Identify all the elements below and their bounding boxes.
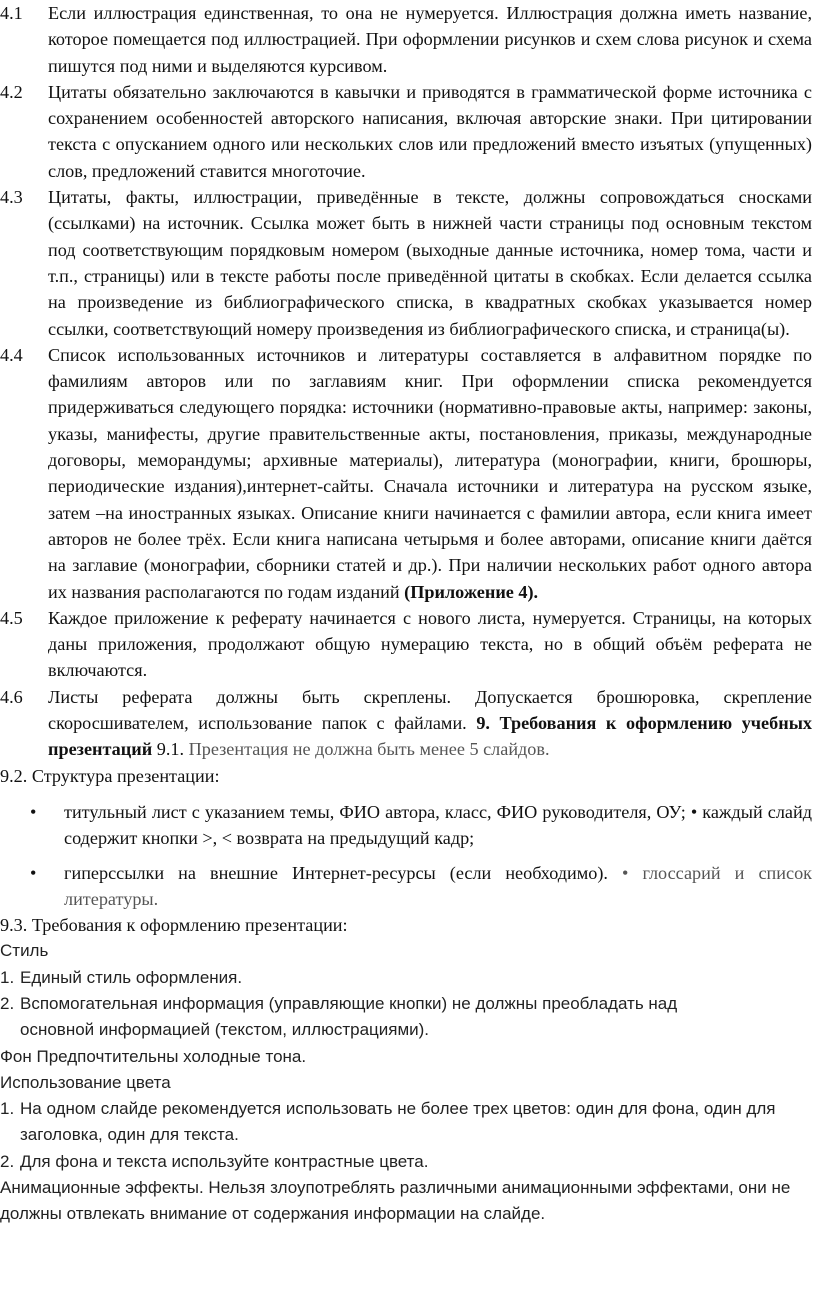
style-list-item xyxy=(0,991,816,1044)
animation-paragraph: Анимационные эффекты. Нельзя злоупотреблять различными анимационными эффектами, они не должны отвлекать внимание от содержания информации на слайде. xyxy=(0,1178,791,1224)
item-text: Каждое приложение к реферату начинается с нового листа, нумеруется. Страницы, на которых даны приложения, продолжают общую нумерацию текста, но в общий объём реферата не включаются. xyxy=(48,607,812,681)
list-text: Для фона и текста используйте контрастные цвета. xyxy=(20,1151,429,1171)
list-text: На одном слайде рекомендуется использовать не более трех цветов: один для фона, один для заголовка, один для текста. xyxy=(20,1099,776,1145)
item-number: 4.3 xyxy=(0,187,23,208)
item-number: 4.2 xyxy=(0,81,23,102)
style-heading: Стиль xyxy=(0,941,49,961)
bullet-text: титульный лист с указанием темы, ФИО автора, класс, ФИО руководителя, ОУ; • каждый слайд содержит кнопки >, < возврата на предыдущий кадр; xyxy=(64,801,812,849)
paragraph-4-2 xyxy=(0,79,816,184)
item-text: Если иллюстрация единственная, то она не нумеруется. Иллюстрация должна иметь название, которое помещается под иллюстрацией. При оформлении рисунков и схем слова рисунок и схема пишутся под ними и выделяются курсивом. xyxy=(48,3,812,76)
list-number: 1. xyxy=(0,1099,15,1119)
bullet-text: гиперссылки на внешние Интернет-ресурсы (если необходимо). xyxy=(64,862,623,883)
bullet-item xyxy=(0,860,816,913)
item-text: Цитаты обязательно заключаются в кавычки и приводятся в грамматической форме источника с сохранением особенностей авторского написания, включая авторские знаки. При цитировании текста с опусканием одного или нескольких слов или предложений вместо изъятых (упущенных) слов, предложений ставится многоточие. xyxy=(48,81,812,181)
paragraph-4-4 xyxy=(0,342,816,605)
style-list-item xyxy=(0,965,816,991)
structure-title: 9.2. Структура презентации: xyxy=(0,765,220,786)
list-text: Единый стиль оформления. xyxy=(20,967,243,987)
item-number: 4.6 xyxy=(0,686,23,707)
list-number: 2. xyxy=(0,1151,15,1171)
bullet-item xyxy=(0,799,816,852)
bullet-symbol: • xyxy=(30,801,37,822)
bullet-text-gray: • глоссарий и список литературы. xyxy=(64,862,812,909)
subsection-text: Презентация не должна быть менее 5 слайдов. xyxy=(188,739,550,760)
list-text: Вспомогательная информация (управляющие кнопки) не должны преобладать над основной информацией (текстом, иллюстрациями). xyxy=(20,993,678,1040)
paragraph-4-1 xyxy=(0,0,816,79)
color-heading: Использование цвета xyxy=(0,1072,171,1092)
item-number: 4.5 xyxy=(0,607,23,628)
item-text: Листы реферата должны быть скреплены. Допускается брошюровка, скрепление скоросшивателем, использование папок с файлами. xyxy=(48,686,812,734)
item-text: Цитаты, факты, иллюстрации, приведённые в тексте, должны сопровождаться сносками (ссылками) на источник. Ссылка может быть в нижней части страницы под основным текстом под соответствующим порядковым номером (выходные данные источника, номер тома, части и т.п., страницы) или в тексте работы после приведённой цитаты в скобках. Если делается ссылка на произведение из библиографического списка, в квадратных скобках указывается номер ссылки, соответствующий номеру произведения из библиографического списка, и страница(ы). xyxy=(48,187,812,339)
item-number: 4.1 xyxy=(0,3,23,23)
requirements-title: 9.3. Требования к оформлению презентации: xyxy=(0,915,348,936)
appendix-reference: (Приложение 4). xyxy=(404,581,539,602)
background-line: Фон Предпочтительны холодные тона. xyxy=(0,1046,307,1066)
color-list-item xyxy=(0,1096,816,1149)
section-heading-presentations: 9. Требования к оформлению учебных презентаций xyxy=(48,713,812,760)
paragraph-4-5 xyxy=(0,605,816,684)
paragraph-4-3 xyxy=(0,184,816,342)
paragraph-4-6 xyxy=(0,684,816,763)
subsection-number: 9.1. xyxy=(152,739,189,760)
color-list-item xyxy=(0,1149,816,1175)
bullet-symbol: • xyxy=(30,862,37,883)
item-number: 4.4 xyxy=(0,344,23,365)
item-text: Список использованных источников и литературы составляется в алфавитном порядке по фамилиям авторов или по заглавиям книг. При оформлении списка рекомендуется придерживаться следующего порядка: источники (нормативно-правовые акты, например: законы, указы, манифесты, другие правительственные акты, постановления, приказы, международные договоры, меморандумы; архивные материалы), литература (монографии, книги, брошюры, периодические издания),интернет-сайты. Сначала источники и литература на русском языке, затем –на иностранных языках. Описание книги начинается с фамилии автора, если книга имеет авторов не более трёх. Если книга написана четырьмя и более авторами, описание книги даётся на заглавие (монографии, сборники статей и др.). При наличии нескольких работ одного автора их названия располагаются по годам изданий xyxy=(48,344,812,602)
list-number: 1. xyxy=(0,967,15,987)
list-number: 2. xyxy=(0,993,15,1013)
